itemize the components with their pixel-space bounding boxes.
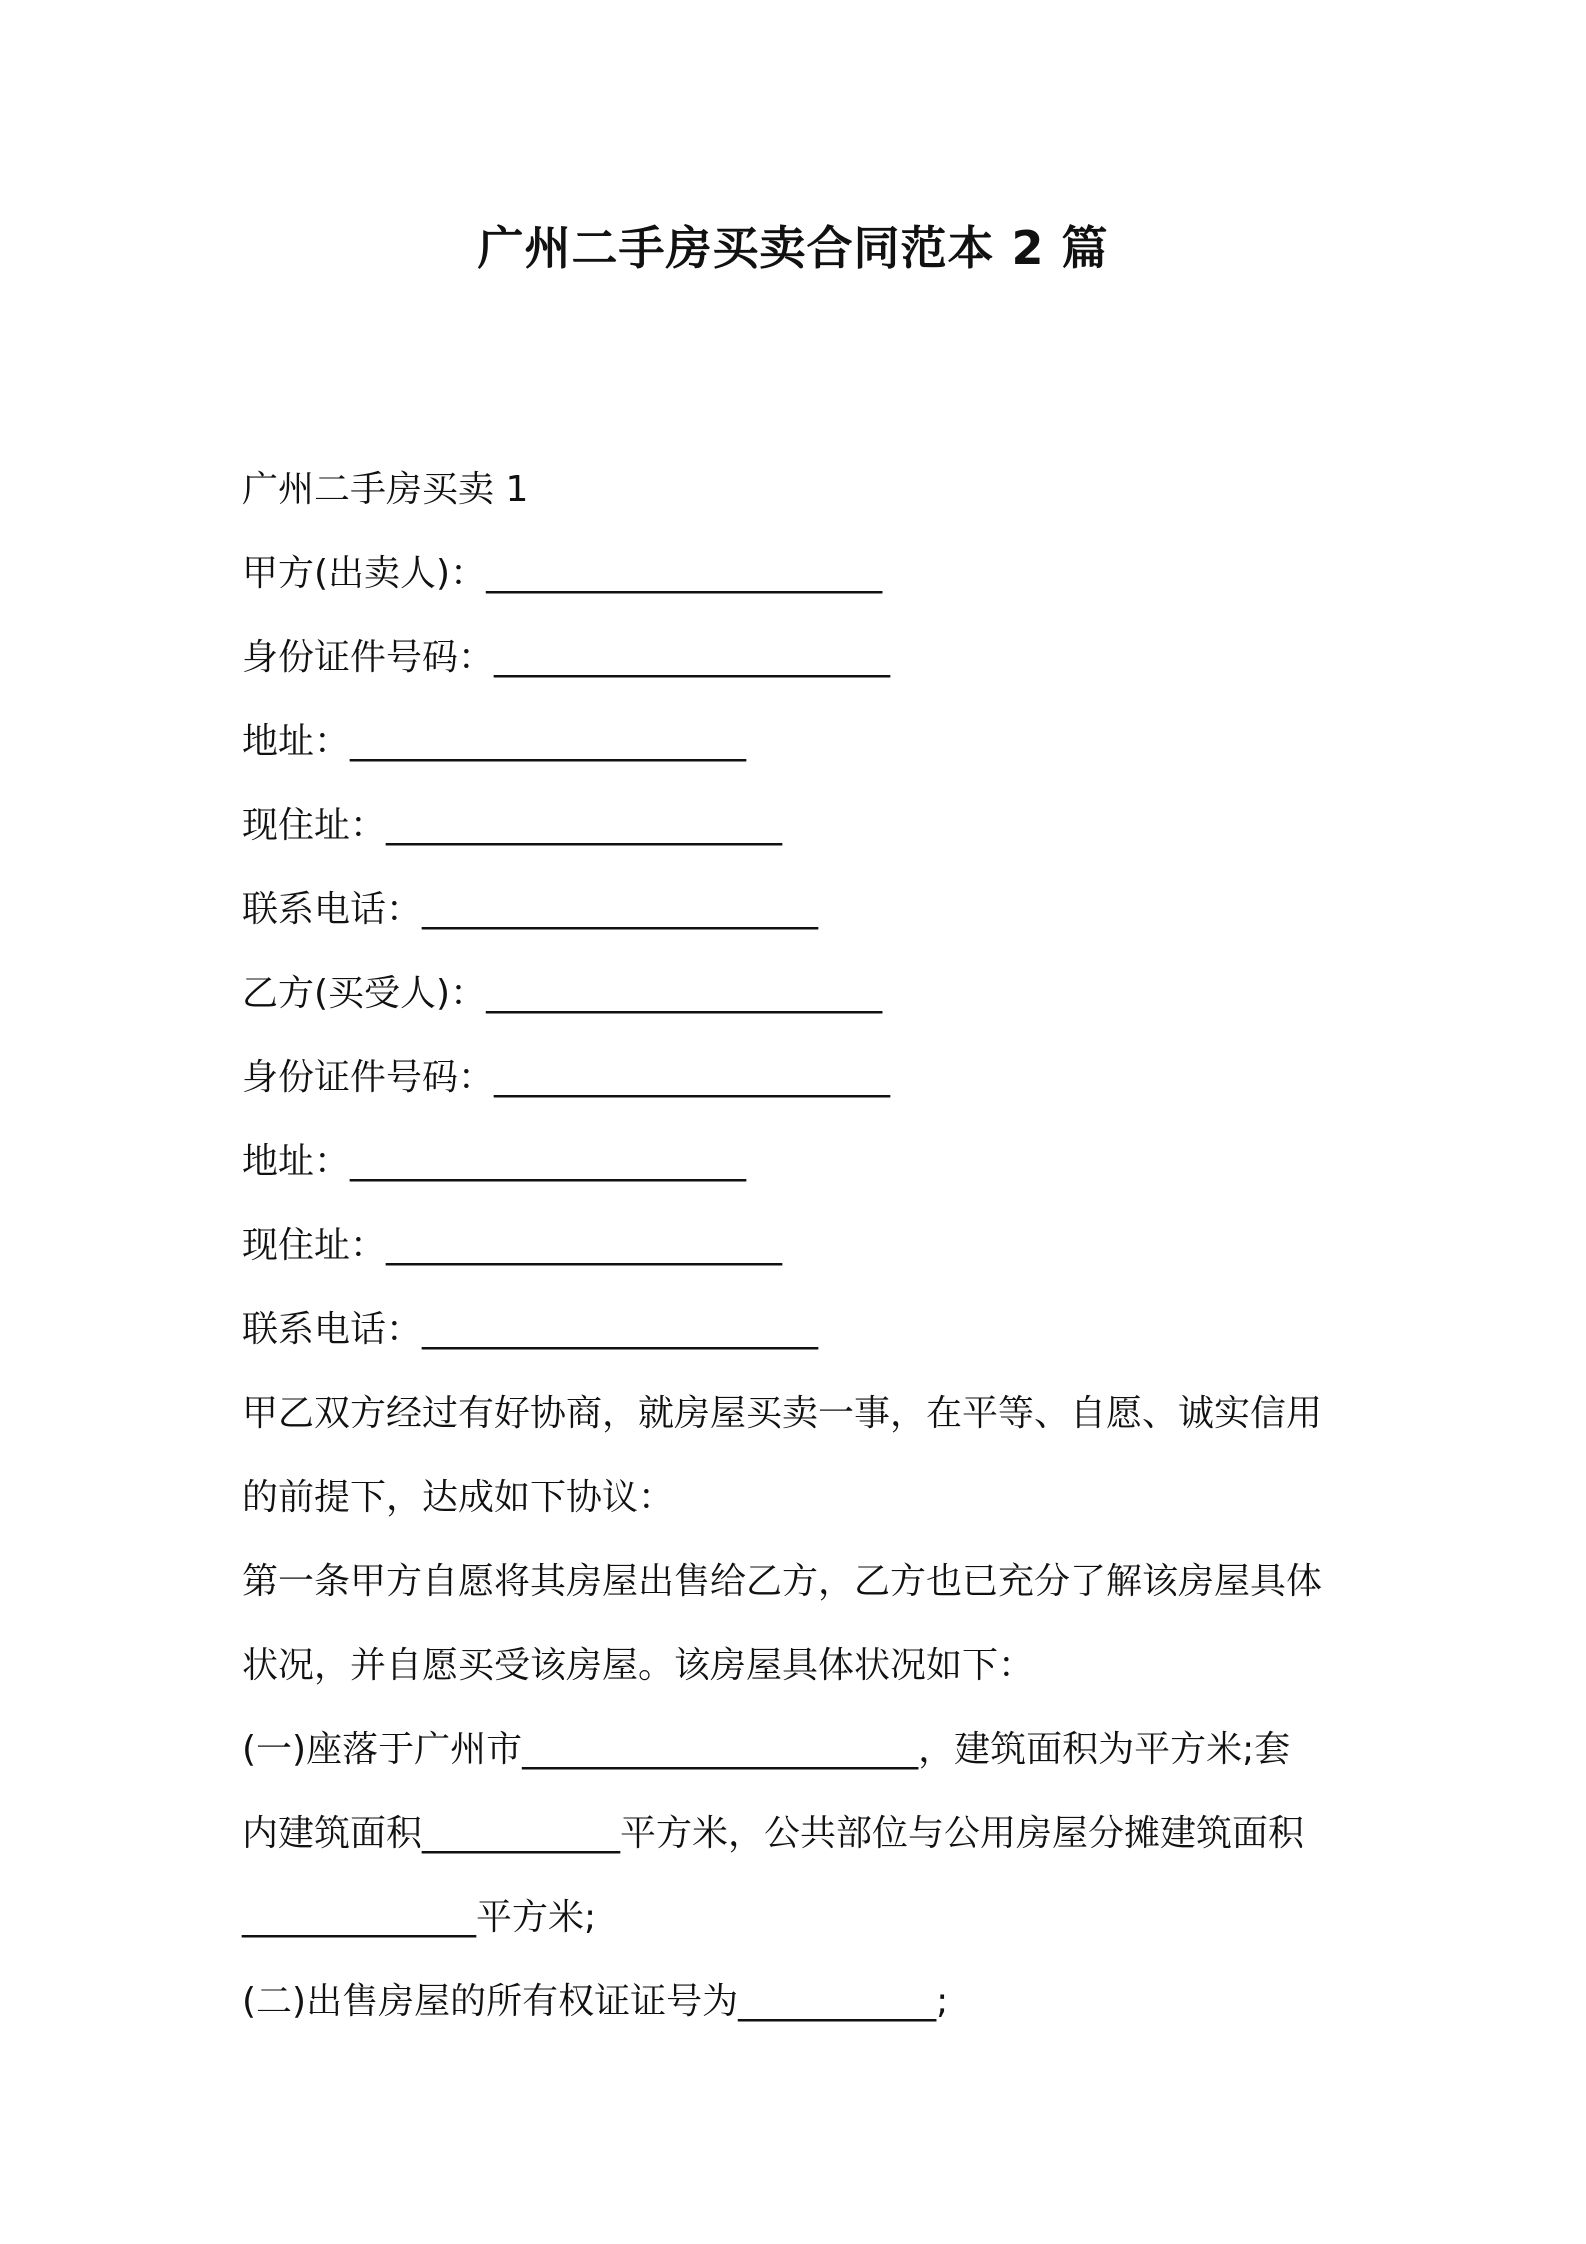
agreement-intro-line-1: 甲乙双方经过有好协商，就房屋买卖一事，在平等、自愿、诚实信用 [242,1393,1323,1434]
party-b-name-line: 乙方(买受人)：______________________ [242,973,883,1014]
party-a-name-line: 甲方(出卖人)：______________________ [242,553,883,594]
clause-two-line-1: (二)出售房屋的所有权证证号为___________; [242,1981,949,2022]
document-title: 广州二手房买卖合同范本 2 篇 [477,221,1109,275]
party-a-phone-line: 联系电话：______________________ [242,889,819,930]
clause-one-line-1: (一)座落于广州市______________________，建筑面积为平方米;套 [242,1729,1291,1770]
article-one-line-2: 状况，并自愿买受该房屋。该房屋具体状况如下： [242,1645,1035,1686]
party-b-id-line: 身份证件号码：______________________ [242,1057,891,1098]
section-heading: 广州二手房买卖 1 [242,469,529,510]
party-a-address-line: 地址：______________________ [242,721,747,762]
party-b-phone-line: 联系电话：______________________ [242,1309,819,1350]
party-a-id-line: 身份证件号码：______________________ [242,637,891,678]
clause-one-line-2: 内建筑面积___________平方米，公共部位与公用房屋分摊建筑面积 [242,1813,1305,1854]
article-one-line-1: 第一条甲方自愿将其房屋出售给乙方，乙方也已充分了解该房屋具体 [242,1561,1323,1602]
party-a-current-address-line: 现住址：______________________ [242,805,783,846]
party-b-address-line: 地址：______________________ [242,1141,747,1182]
clause-one-line-3: _____________平方米; [242,1897,597,1938]
document-body [242,448,1362,2044]
agreement-intro-line-2: 的前提下，达成如下协议： [242,1477,675,1518]
party-b-current-address-line: 现住址：______________________ [242,1225,783,1266]
